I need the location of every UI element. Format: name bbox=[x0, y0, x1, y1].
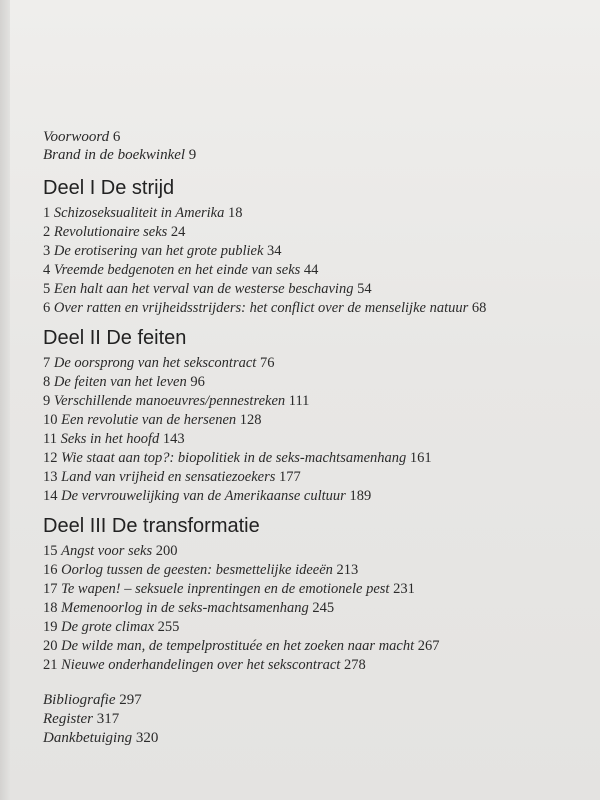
chapter-entry: 8 De feiten van het leven 96 bbox=[43, 374, 205, 390]
part-2 bbox=[43, 326, 583, 506]
chapter-entry: 17 Te wapen! – seksuele inprentingen en de emotionele pest 231 bbox=[43, 581, 415, 597]
front-matter bbox=[43, 128, 583, 164]
chapter-entry: 2 Revolutionaire seks 24 bbox=[43, 224, 186, 240]
chapter-entry: 12 Wie staat aan top?: biopolitiek in de seks-machtsamenhang 161 bbox=[43, 450, 432, 466]
chapter-entry: 4 Vreemde bedgenoten en het einde van seks 44 bbox=[43, 262, 319, 278]
part-1 bbox=[43, 176, 583, 318]
chapter-entry: 3 De erotisering van het grote publiek 34 bbox=[43, 243, 282, 259]
chapter-entry: 20 De wilde man, de tempelprostituée en het zoeken naar macht 267 bbox=[43, 638, 440, 654]
chapter-entry: 14 De vervrouwelijking van de Amerikaanse cultuur 189 bbox=[43, 488, 372, 504]
back-matter bbox=[43, 691, 583, 748]
chapter-entry: 18 Memenoorlog in de seks-machtsamenhang 245 bbox=[43, 600, 335, 616]
chapter-entry: 1 Schizoseksualiteit in Amerika 18 bbox=[43, 205, 243, 221]
chapter-entry: 9 Verschillende manoeuvres/pennestreken 111 bbox=[43, 393, 310, 409]
toc-entry-brand-in-de-boekwinkel: Brand in de boekwinkel 9 bbox=[43, 147, 197, 163]
chapter-entry: 10 Een revolutie van de hersenen 128 bbox=[43, 412, 262, 428]
toc-entry-bibliografie: Bibliografie 297 bbox=[43, 692, 142, 708]
part-3 bbox=[43, 514, 583, 675]
chapter-entry: 19 De grote climax 255 bbox=[43, 619, 180, 635]
chapter-entry: 7 De oorsprong van het sekscontract 76 bbox=[43, 355, 275, 371]
chapter-entry: 21 Nieuwe onderhandelingen over het sekscontract 278 bbox=[43, 657, 366, 673]
page-spine-shadow bbox=[0, 0, 10, 800]
chapter-entry: 6 Over ratten en vrijheidsstrijders: het conflict over de menselijke natuur 68 bbox=[43, 300, 487, 316]
table-of-contents bbox=[43, 128, 583, 748]
chapter-entry: 15 Angst voor seks 200 bbox=[43, 543, 178, 559]
part-title: Deel II De feiten bbox=[43, 327, 187, 349]
chapter-entry: 5 Een halt aan het verval van de westerse beschaving 54 bbox=[43, 281, 372, 297]
toc-entry-register: Register 317 bbox=[43, 711, 120, 727]
chapter-entry: 11 Seks in het hoofd 143 bbox=[43, 431, 185, 447]
toc-entry-dankbetuiging: Dankbetuiging 320 bbox=[43, 730, 159, 746]
chapter-entry: 13 Land van vrijheid en sensatiezoekers 177 bbox=[43, 469, 301, 485]
part-title: Deel III De transformatie bbox=[43, 515, 260, 537]
part-title: Deel I De strijd bbox=[43, 177, 175, 199]
chapter-entry: 16 Oorlog tussen de geesten: besmettelijke ideeën 213 bbox=[43, 562, 359, 578]
toc-entry-voorwoord: Voorwoord 6 bbox=[43, 129, 121, 145]
